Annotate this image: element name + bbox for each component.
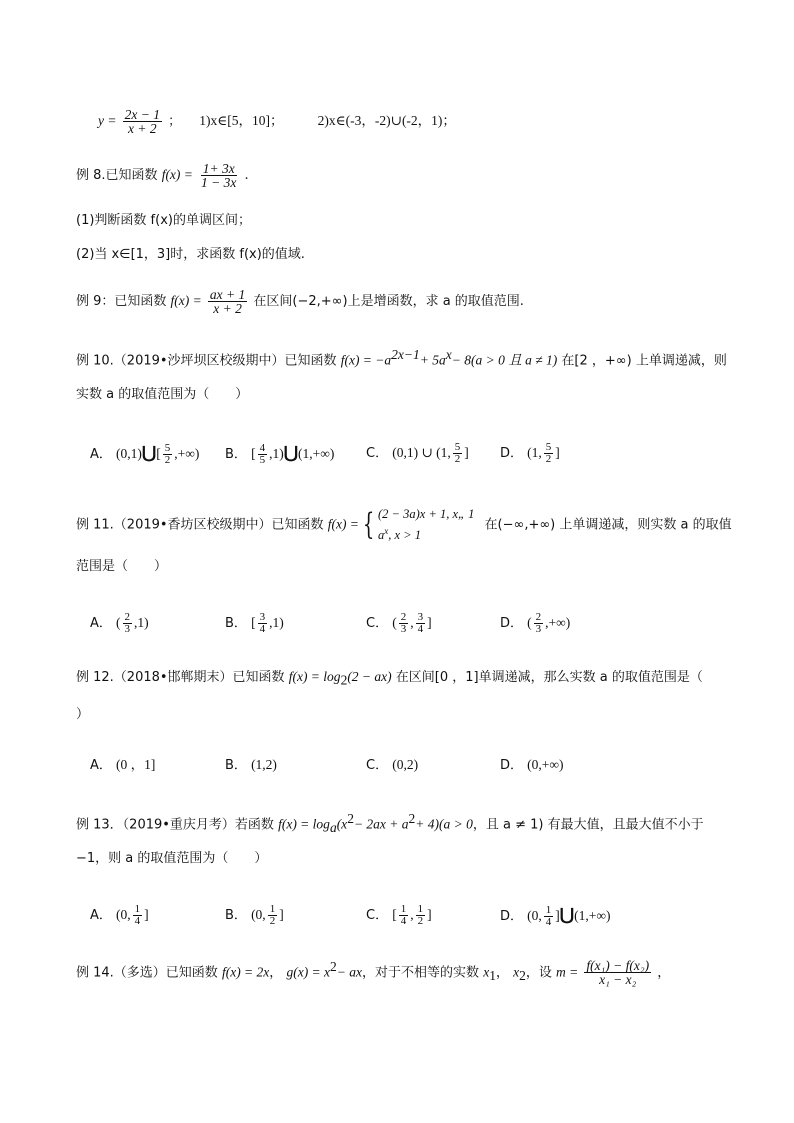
fraction [544, 442, 554, 465]
fraction [199, 162, 238, 189]
example-label: 例 9：已知函数 [76, 294, 167, 309]
option-letter: B． [225, 758, 247, 773]
option-c[interactable] [366, 752, 418, 779]
option-text: ] [427, 615, 432, 630]
option-text: ,+∞) [174, 446, 200, 461]
function-def: f(x) = [170, 293, 202, 308]
option-text: ,1) [134, 615, 149, 630]
option-a[interactable] [90, 440, 199, 468]
fraction-numerator: 4 [259, 442, 266, 454]
example-13-options [90, 902, 730, 928]
period: . [244, 168, 249, 183]
fraction-denominator: 2 [164, 454, 171, 466]
fraction-numerator: 5 [545, 441, 552, 453]
example-text: ，设 [525, 965, 552, 981]
option-letter: D． [500, 758, 524, 773]
example-10-line-2: 实数 a 的取值范围为（ ） [76, 387, 249, 402]
function-def: (x [336, 816, 348, 832]
example-text: ，且 a ≠ 1) 有最大值，且最大值不小于 [472, 817, 704, 833]
fraction [258, 612, 268, 635]
option-text: ( [527, 615, 532, 630]
fraction-numerator: 2 [124, 611, 131, 623]
example-11 [76, 506, 732, 544]
fraction-denominator: x + 2 [128, 121, 157, 136]
union-symbol: ⋃ [559, 905, 575, 925]
option-text: ] [279, 907, 284, 922]
option-text: ] [464, 445, 469, 460]
log-base: 2 [340, 672, 348, 688]
piece-condition: , x > 1 [388, 528, 421, 543]
example-12-line-2: ） [76, 707, 90, 722]
option-letter: C． [366, 758, 389, 773]
function-def: f(x) = [327, 516, 359, 532]
fraction-denominator: 2 [269, 915, 276, 927]
fraction-denominator: x + 2 [213, 301, 242, 316]
option-letter: A． [90, 447, 112, 462]
example-10 [76, 346, 728, 370]
fraction [534, 612, 544, 635]
union-symbol: ⋃ [141, 443, 157, 463]
function-f: f(x) = 2x [221, 964, 270, 980]
option-b[interactable] [225, 902, 284, 929]
fraction [399, 612, 409, 635]
option-letter: C． [366, 908, 389, 923]
example-text: 在(−∞,+∞) 上单调递减，则实数 a 的取值 [484, 517, 732, 533]
log-base: a [329, 819, 337, 835]
fraction-numerator: 1 [134, 903, 141, 915]
fraction-denominator: 2 [454, 453, 461, 465]
option-letter: B． [225, 447, 247, 462]
exponent: 2x−1 [391, 347, 420, 362]
fraction [258, 443, 268, 466]
option-text: (0, [251, 907, 266, 922]
union-symbol: ⋃ [283, 443, 299, 463]
fraction-numerator: 2 [535, 611, 542, 623]
fraction-numerator: 1 [269, 903, 276, 915]
example-8-question-1: (1)判断函数 f(x)的单调区间； [76, 213, 251, 228]
fraction [416, 904, 426, 927]
option-c[interactable] [366, 902, 432, 929]
example-label: 例 14.（多选）已知函数 [76, 965, 218, 981]
option-letter: B． [225, 908, 247, 923]
function-def: − 8(a > 0 且 a ≠ 1) [451, 352, 558, 368]
fraction [208, 288, 247, 315]
fraction-denominator: 4 [417, 623, 424, 635]
fraction-denominator: 4 [259, 623, 266, 635]
option-b[interactable] [225, 610, 284, 637]
example-11-line-2: 范围是（ ） [76, 559, 168, 574]
option-text: [ [251, 615, 256, 630]
fraction-denominator: 2 [417, 915, 424, 927]
option-a[interactable] [90, 902, 149, 929]
example-11-options [90, 610, 730, 636]
option-text: ] [555, 908, 560, 923]
fraction-numerator: 5 [164, 442, 171, 454]
fraction [268, 904, 278, 927]
option-d[interactable] [500, 902, 610, 930]
option-letter: A． [90, 758, 112, 773]
option-text: ] [427, 907, 432, 922]
function-def: f(x) = log [288, 669, 341, 684]
separator: ； [168, 114, 182, 129]
example-label: 例 12.（2018•邯郸期末）已知函数 [76, 670, 285, 685]
exponent: x [445, 347, 452, 362]
fraction [453, 442, 463, 465]
fraction-numerator: 3 [259, 611, 266, 623]
option-text: ,1) [269, 446, 284, 461]
option-text: ( [116, 615, 121, 630]
piece-case-2 [378, 523, 474, 544]
option-text: [ [251, 446, 256, 461]
fraction [584, 959, 651, 986]
option-text: [ [156, 446, 161, 461]
option-text: (1,+∞) [298, 446, 335, 461]
fraction-denominator: x₁ − x₂ [599, 972, 637, 988]
option-text: (0,+∞) [527, 757, 564, 772]
example-9 [76, 288, 728, 315]
fraction-numerator: f(x₁) − f(x₂) [586, 958, 650, 974]
exponent: x [384, 526, 389, 536]
option-b[interactable] [225, 440, 334, 468]
exponent: 2 [347, 811, 354, 826]
piece-case-1: (2 − 3a)x + 1, x„ 1 [378, 507, 475, 521]
option-text: (0,1) [116, 446, 142, 461]
option-c[interactable] [366, 610, 432, 637]
example-label: 例 13．（2019•重庆月考）若函数 [76, 817, 274, 833]
fraction-denominator: 4 [545, 916, 552, 928]
option-d[interactable] [500, 752, 564, 779]
variable-x2: x [513, 964, 520, 980]
example-10-options [90, 440, 730, 466]
fraction-numerator: 3 [417, 611, 424, 623]
option-letter: D． [500, 446, 524, 461]
range-problem-line [98, 108, 728, 135]
domain-part-2: 2)x∈(-3，-2)∪(-2，1)； [317, 113, 456, 128]
function-def: f(x) = log [278, 816, 330, 832]
option-text: (0, [527, 908, 542, 923]
example-8-question-2: (2)当 x∈[1，3]时，求函数 f(x)的值域. [76, 247, 305, 262]
option-letter: D． [500, 616, 524, 631]
fraction-denominator: 1 − 3x [201, 175, 237, 190]
function-def: + 4)(a > 0 [415, 816, 473, 832]
option-text: (1, [527, 445, 542, 460]
fraction-numerator: 2x − 1 [124, 107, 160, 122]
fraction-numerator: 1 [545, 904, 552, 916]
option-a[interactable] [90, 752, 155, 779]
fraction-numerator: ax + 1 [209, 287, 246, 302]
option-c[interactable] [366, 440, 469, 467]
example-8 [76, 162, 728, 189]
option-text: ( [392, 615, 397, 630]
separator: ， [269, 965, 283, 981]
option-text: (0 ，1] [116, 757, 156, 772]
fraction [544, 905, 554, 928]
function-def: + 5a [419, 352, 446, 368]
example-text: ，对于不相等的实数 [362, 965, 480, 981]
example-14 [76, 958, 728, 986]
option-d[interactable] [500, 440, 560, 467]
example-13 [76, 810, 728, 837]
fraction [399, 904, 409, 927]
y-equals: y = [98, 113, 117, 128]
example-text: 在[2 ，+∞) 上单调递减，则 [561, 353, 727, 369]
exponent: 2 [408, 811, 416, 826]
fraction-numerator: 2 [400, 611, 407, 623]
function-def: f(x) = [161, 167, 193, 182]
function-def: (2 − ax) [347, 669, 392, 684]
option-text: (1,2) [251, 757, 277, 772]
fraction-numerator: 1 [417, 903, 424, 915]
fraction [416, 612, 426, 635]
fraction-numerator: 5 [454, 441, 461, 453]
option-text: (1,+∞) [574, 908, 611, 923]
option-letter: C． [366, 446, 389, 461]
example-12 [76, 668, 728, 690]
piecewise-cases [378, 506, 474, 544]
option-b[interactable] [225, 752, 277, 779]
function-g: − ax [336, 964, 363, 980]
option-a[interactable] [90, 610, 149, 637]
subscript: 2 [519, 967, 526, 983]
fraction-denominator: 2 [545, 453, 552, 465]
example-label: 例 8.已知函数 [76, 168, 158, 183]
function-g: g(x) = x [286, 964, 331, 980]
variable-x1: x [483, 964, 490, 980]
function-def: f(x) = −a [340, 352, 392, 368]
domain-part-1: 1)x∈[5，10]； [199, 113, 284, 128]
option-text: ,+∞) [545, 615, 571, 630]
option-letter: A． [90, 908, 112, 923]
option-letter: C． [366, 616, 389, 631]
option-text: , [410, 615, 414, 630]
piece-base: a [378, 528, 385, 543]
fraction-numerator: 1+ 3x [202, 161, 235, 176]
option-letter: B． [225, 616, 247, 631]
fraction [163, 443, 173, 466]
option-text: [ [392, 907, 397, 922]
option-text: (0,1) ∪ (1, [392, 445, 451, 460]
option-text: ,1) [269, 615, 284, 630]
example-12-options [90, 752, 730, 778]
fraction [123, 108, 162, 135]
exponent: 2 [330, 959, 337, 974]
option-text: (0, [116, 907, 131, 922]
example-13-line-2: −1，则 a 的取值范围为（ ） [76, 851, 268, 866]
option-letter: A． [90, 616, 112, 631]
example-text: 在区间[0 ，1]单调递减，那么实数 a 的取值范围是（ [395, 670, 703, 685]
option-text: , [410, 907, 414, 922]
example-label: 例 10.（2019•沙坪坝区校级期中）已知函数 [76, 353, 337, 369]
fraction-denominator: 4 [134, 915, 141, 927]
example-label: 例 11.（2019•香坊区校级期中）已知函数 [76, 517, 324, 533]
example-text: 在区间(−2,+∞)上是增函数，求 a 的取值范围. [253, 294, 524, 309]
variable-m: m = [556, 964, 579, 980]
fraction-denominator: 3 [124, 623, 131, 635]
option-d[interactable] [500, 610, 570, 637]
separator: ， [495, 965, 509, 981]
option-text: ] [144, 907, 149, 922]
fraction-denominator: 3 [400, 623, 407, 635]
fraction [123, 612, 133, 635]
option-text: (0,2) [392, 757, 419, 772]
subscript: 1 [489, 967, 496, 983]
option-letter: D． [500, 909, 524, 924]
piecewise-brace: { [362, 507, 375, 543]
fraction-denominator: 3 [535, 623, 542, 635]
function-def: − 2ax + a [353, 816, 409, 832]
separator: ， [657, 965, 671, 981]
option-text: ] [555, 445, 560, 460]
fraction-denominator: 4 [400, 915, 407, 927]
fraction-denominator: 5 [259, 454, 266, 466]
fraction-numerator: 1 [400, 903, 407, 915]
fraction [133, 904, 143, 927]
